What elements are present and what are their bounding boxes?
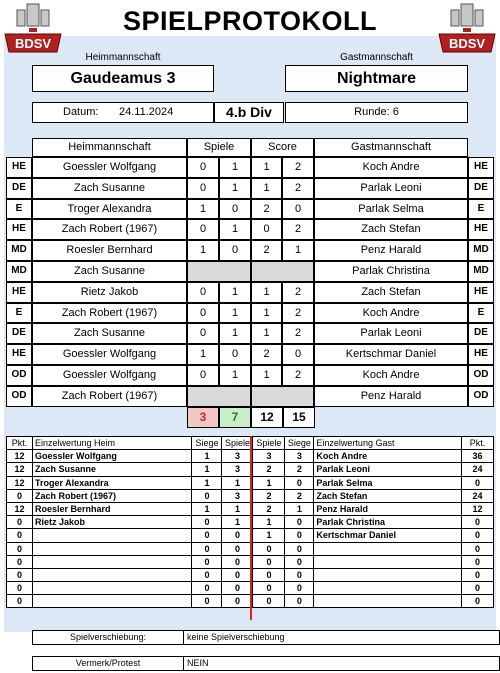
match-type-away: E <box>468 303 494 324</box>
matches-header-score: Score <box>251 138 314 157</box>
match-home-player: Zach Susanne <box>32 261 187 282</box>
stats-pkt-away: 0 <box>462 582 494 595</box>
stats-away-player: Zach Stefan <box>314 489 462 502</box>
match-row <box>6 178 494 199</box>
stats-pkt-away: 24 <box>462 489 494 502</box>
match-type-home: MD <box>6 240 32 261</box>
match-games-away: 1 <box>219 365 251 386</box>
stats-away-player: Kertschmar Daniel <box>314 529 462 542</box>
match-away-player: Parlak Selma <box>314 199 468 220</box>
match-games-home: 0 <box>187 157 219 178</box>
note-label: Vermerk/Protest <box>75 658 141 668</box>
round-box: Runde: 6 <box>285 102 468 123</box>
stats-spiele-home: 0 <box>222 568 253 581</box>
stats-siege-home: 0 <box>192 529 222 542</box>
match-away-player: Koch Andre <box>314 157 468 178</box>
match-row <box>6 365 494 386</box>
stats-away-player: Parlak Leoni <box>314 463 462 476</box>
stats-siege-home: 0 <box>192 568 222 581</box>
match-games-home: 0 <box>187 303 219 324</box>
match-score-home: 0 <box>251 219 282 240</box>
stats-spiele-away: 1 <box>253 476 285 489</box>
stats-siege-home: 1 <box>192 463 222 476</box>
stats-siege-away: 0 <box>285 568 314 581</box>
match-score-away: 1 <box>282 240 314 261</box>
matches-table <box>6 157 494 407</box>
match-home-player: Goessler Wolfgang <box>32 344 187 365</box>
shift-value: keine Spielverschiebung <box>187 632 285 642</box>
total-games-away: 7 <box>219 407 251 428</box>
match-away-player: Parlak Leoni <box>314 178 468 199</box>
center-divider-line <box>250 436 252 620</box>
match-score-blank <box>251 261 314 282</box>
stats-siege-away: 0 <box>285 582 314 595</box>
match-away-player: Zach Stefan <box>314 282 468 303</box>
stats-spiele-away: 1 <box>253 529 285 542</box>
stats-pkt-home: 0 <box>7 516 33 529</box>
match-home-player: Goessler Wolfgang <box>32 157 187 178</box>
stats-header-spiele-away: Spiele <box>253 437 285 450</box>
stats-pkt-away: 0 <box>462 568 494 581</box>
stats-away-player <box>314 595 462 608</box>
stats-spiele-home: 1 <box>222 476 253 489</box>
stats-home-player <box>32 542 192 555</box>
stats-spiele-home: 0 <box>222 595 253 608</box>
match-type-home: E <box>6 199 32 220</box>
stats-spiele-away: 1 <box>253 516 285 529</box>
stats-pkt-away: 0 <box>462 529 494 542</box>
note-divider <box>183 656 184 671</box>
total-score-away: 15 <box>283 407 315 428</box>
shift-divider <box>183 630 184 645</box>
total-score-home: 12 <box>251 407 283 428</box>
stats-pkt-home: 12 <box>7 476 33 489</box>
stats-spiele-away: 0 <box>253 542 285 555</box>
stats-pkt-away: 0 <box>462 595 494 608</box>
matches-header-games: Spiele <box>187 138 251 157</box>
match-score-home: 1 <box>251 323 282 344</box>
stats-home-player <box>32 582 192 595</box>
match-away-player: Penz Harald <box>314 386 468 407</box>
match-score-away: 2 <box>282 178 314 199</box>
match-type-away: DE <box>468 178 494 199</box>
match-type-home: DE <box>6 178 32 199</box>
stats-siege-away: 3 <box>285 450 314 463</box>
match-games-away: 0 <box>219 344 251 365</box>
stats-spiele-home: 0 <box>222 529 253 542</box>
match-away-player: Parlak Christina <box>314 261 468 282</box>
stats-home-player: Rietz Jakob <box>32 516 192 529</box>
stats-header-pkt-away: Pkt. <box>462 437 494 450</box>
stats-away-player: Parlak Christina <box>314 516 462 529</box>
match-home-player: Zach Robert (1967) <box>32 303 187 324</box>
stats-siege-home: 0 <box>192 542 222 555</box>
stats-pkt-home: 0 <box>7 542 33 555</box>
stats-siege-home: 1 <box>192 502 222 515</box>
stats-spiele-away: 2 <box>253 463 285 476</box>
stats-spiele-away: 0 <box>253 555 285 568</box>
match-row <box>6 157 494 178</box>
stats-pkt-away: 0 <box>462 542 494 555</box>
match-games-home: 1 <box>187 344 219 365</box>
stats-spiele-home: 0 <box>222 582 253 595</box>
match-type-home: MD <box>6 261 32 282</box>
stats-pkt-home: 12 <box>7 502 33 515</box>
page-title: SPIELPROTOKOLL <box>122 6 378 36</box>
home-team-label: Heimmannschaft <box>85 52 161 63</box>
stats-home-player: Zach Susanne <box>32 463 192 476</box>
stats-header-siege-away: Siege <box>285 437 314 450</box>
match-row <box>6 199 494 220</box>
match-type-home: OD <box>6 386 32 407</box>
match-type-home: HE <box>6 157 32 178</box>
match-score-away: 2 <box>282 323 314 344</box>
match-row <box>6 282 494 303</box>
match-score-away: 0 <box>282 344 314 365</box>
stats-siege-away: 2 <box>285 463 314 476</box>
match-home-player: Roesler Bernhard <box>32 240 187 261</box>
match-away-player: Zach Stefan <box>314 219 468 240</box>
stats-header-away: Einzelwertung Gast <box>314 437 462 450</box>
match-row <box>6 386 494 407</box>
stats-siege-away: 0 <box>285 516 314 529</box>
stats-siege-away: 0 <box>285 542 314 555</box>
match-score-away: 2 <box>282 157 314 178</box>
stats-pkt-away: 36 <box>462 450 494 463</box>
away-team-label: Gastmannschaft <box>340 52 413 63</box>
match-games-home: 1 <box>187 199 219 220</box>
match-home-player: Rietz Jakob <box>32 282 187 303</box>
match-away-player: Koch Andre <box>314 365 468 386</box>
match-games-home: 0 <box>187 282 219 303</box>
stats-header-pkt-home: Pkt. <box>7 437 33 450</box>
match-type-away: HE <box>468 344 494 365</box>
stats-home-player: Zach Robert (1967) <box>32 489 192 502</box>
match-score-blank <box>251 386 314 407</box>
match-home-player: Zach Robert (1967) <box>32 386 187 407</box>
match-games-away: 1 <box>219 157 251 178</box>
stats-pkt-home: 12 <box>7 463 33 476</box>
away-team-name: Nightmare <box>285 65 468 92</box>
stats-home-player <box>32 555 192 568</box>
date-label: Datum: <box>63 106 99 118</box>
shift-label: Spielverschiebung: <box>69 632 147 642</box>
stats-away-player <box>314 582 462 595</box>
match-type-away: E <box>468 199 494 220</box>
match-games-blank <box>187 386 251 407</box>
stats-siege-home: 0 <box>192 555 222 568</box>
stats-spiele-away: 0 <box>253 582 285 595</box>
match-type-away: MD <box>468 261 494 282</box>
stats-header-siege-home: Siege <box>192 437 222 450</box>
match-type-away: DE <box>468 323 494 344</box>
totals-row <box>187 407 315 428</box>
date-value: 24.11.2024 <box>119 106 174 118</box>
stats-home-player <box>32 529 192 542</box>
match-games-away: 1 <box>219 219 251 240</box>
stats-siege-home: 0 <box>192 516 222 529</box>
stats-siege-home: 0 <box>192 595 222 608</box>
match-score-home: 2 <box>251 240 282 261</box>
stats-siege-home: 1 <box>192 476 222 489</box>
stats-pkt-home: 0 <box>7 489 33 502</box>
match-row <box>6 344 494 365</box>
match-row <box>6 219 494 240</box>
match-type-away: MD <box>468 240 494 261</box>
match-score-home: 2 <box>251 344 282 365</box>
division-box: 4.b Div <box>214 102 284 123</box>
match-games-away: 0 <box>219 199 251 220</box>
stats-siege-home: 0 <box>192 582 222 595</box>
match-games-away: 0 <box>219 240 251 261</box>
note-row <box>32 656 500 671</box>
stats-spiele-home: 3 <box>222 489 253 502</box>
match-score-home: 1 <box>251 157 282 178</box>
stats-away-player <box>314 542 462 555</box>
match-home-player: Goessler Wolfgang <box>32 365 187 386</box>
date-box <box>32 102 214 123</box>
stats-siege-away: 0 <box>285 529 314 542</box>
logo-text: BDSV <box>448 36 486 51</box>
stats-spiele-home: 3 <box>222 450 253 463</box>
stats-spiele-home: 0 <box>222 542 253 555</box>
stats-pkt-away: 0 <box>462 476 494 489</box>
matches-header <box>32 138 468 157</box>
match-score-home: 1 <box>251 282 282 303</box>
stats-pkt-away: 0 <box>462 555 494 568</box>
stats-home-player <box>32 595 192 608</box>
stats-pkt-home: 0 <box>7 555 33 568</box>
match-away-player: Koch Andre <box>314 303 468 324</box>
match-games-home: 0 <box>187 178 219 199</box>
match-home-player: Troger Alexandra <box>32 199 187 220</box>
stats-pkt-home: 0 <box>7 595 33 608</box>
stats-pkt-away: 0 <box>462 516 494 529</box>
match-score-away: 2 <box>282 365 314 386</box>
stats-spiele-home: 0 <box>222 555 253 568</box>
match-type-home: HE <box>6 219 32 240</box>
match-score-home: 1 <box>251 365 282 386</box>
match-row <box>6 240 494 261</box>
stats-siege-home: 1 <box>192 450 222 463</box>
match-games-home: 0 <box>187 365 219 386</box>
stats-siege-away: 0 <box>285 476 314 489</box>
stats-away-player: Parlak Selma <box>314 476 462 489</box>
match-row <box>6 323 494 344</box>
stats-home-player: Roesler Bernhard <box>32 502 192 515</box>
match-games-away: 1 <box>219 282 251 303</box>
match-type-home: HE <box>6 344 32 365</box>
stats-siege-home: 0 <box>192 489 222 502</box>
stats-siege-away: 2 <box>285 489 314 502</box>
match-type-away: HE <box>468 219 494 240</box>
home-team-name: Gaudeamus 3 <box>32 65 214 92</box>
stats-spiele-home: 3 <box>222 463 253 476</box>
match-type-away: HE <box>468 282 494 303</box>
match-games-away: 1 <box>219 323 251 344</box>
stats-siege-away: 0 <box>285 595 314 608</box>
shift-row <box>32 630 500 645</box>
match-type-away: HE <box>468 157 494 178</box>
stats-spiele-home: 1 <box>222 516 253 529</box>
stats-pkt-home: 12 <box>7 450 33 463</box>
stats-pkt-home: 0 <box>7 582 33 595</box>
match-games-home: 0 <box>187 323 219 344</box>
match-row <box>6 261 494 282</box>
match-score-away: 2 <box>282 219 314 240</box>
match-away-player: Kertschmar Daniel <box>314 344 468 365</box>
match-games-away: 1 <box>219 178 251 199</box>
match-away-player: Parlak Leoni <box>314 323 468 344</box>
match-type-home: E <box>6 303 32 324</box>
match-score-away: 0 <box>282 199 314 220</box>
match-type-home: HE <box>6 282 32 303</box>
match-home-player: Zach Susanne <box>32 178 187 199</box>
match-score-away: 2 <box>282 282 314 303</box>
total-games-home: 3 <box>187 407 219 428</box>
match-home-player: Zach Susanne <box>32 323 187 344</box>
stats-spiele-away: 0 <box>253 595 285 608</box>
stats-home-player: Troger Alexandra <box>32 476 192 489</box>
match-score-away: 2 <box>282 303 314 324</box>
stats-header-spiele-home: Spiele <box>222 437 253 450</box>
stats-home-player: Goessler Wolfgang <box>32 450 192 463</box>
stats-away-player: Penz Harald <box>314 502 462 515</box>
stats-away-player <box>314 555 462 568</box>
stats-away-player <box>314 568 462 581</box>
note-value: NEIN <box>187 658 209 668</box>
stats-home-player <box>32 568 192 581</box>
stats-spiele-away: 0 <box>253 568 285 581</box>
match-type-away: OD <box>468 386 494 407</box>
stats-pkt-away: 24 <box>462 463 494 476</box>
match-type-home: DE <box>6 323 32 344</box>
match-score-home: 1 <box>251 178 282 199</box>
matches-header-away: Gastmannschaft <box>314 138 468 157</box>
stats-pkt-home: 0 <box>7 529 33 542</box>
stats-spiele-away: 2 <box>253 502 285 515</box>
match-type-home: OD <box>6 365 32 386</box>
stats-spiele-away: 3 <box>253 450 285 463</box>
stats-siege-away: 0 <box>285 555 314 568</box>
stats-away-player: Koch Andre <box>314 450 462 463</box>
match-score-home: 1 <box>251 303 282 324</box>
logo-text: BDSV <box>14 36 52 51</box>
match-games-home: 0 <box>187 219 219 240</box>
stats-spiele-home: 1 <box>222 502 253 515</box>
stats-spiele-away: 2 <box>253 489 285 502</box>
match-score-home: 2 <box>251 199 282 220</box>
match-row <box>6 303 494 324</box>
match-type-away: OD <box>468 365 494 386</box>
stats-header-home: Einzelwertung Heim <box>32 437 192 450</box>
match-home-player: Zach Robert (1967) <box>32 219 187 240</box>
stats-pkt-home: 0 <box>7 568 33 581</box>
match-games-home: 1 <box>187 240 219 261</box>
match-games-away: 1 <box>219 303 251 324</box>
stats-siege-away: 1 <box>285 502 314 515</box>
matches-header-home: Heimmannschaft <box>32 138 187 157</box>
match-games-blank <box>187 261 251 282</box>
match-away-player: Penz Harald <box>314 240 468 261</box>
stats-pkt-away: 12 <box>462 502 494 515</box>
